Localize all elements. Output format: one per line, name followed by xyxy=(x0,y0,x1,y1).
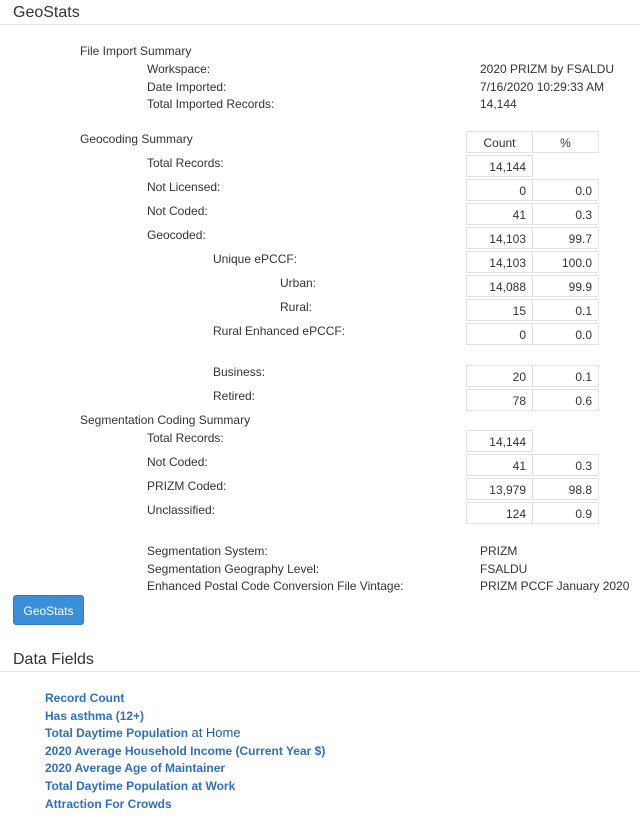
geocoding-heading: Geocoding Summary xyxy=(80,132,193,146)
segmentation-heading: Segmentation Coding Summary xyxy=(80,413,251,427)
prizm-coded-label: PRIZM Coded: xyxy=(147,479,227,493)
geostats-button[interactable]: GeoStats xyxy=(13,595,84,625)
segmentation-geography-value: FSALDU xyxy=(480,562,528,576)
date-imported-value: 7/16/2020 10:29:33 AM xyxy=(480,80,605,94)
business-count: 20 xyxy=(466,365,533,387)
prizm-coded-pct: 98.8 xyxy=(532,478,599,500)
page-title: GeoStats xyxy=(13,4,80,21)
urban-label: Urban: xyxy=(280,276,317,290)
unique-epccf-label: Unique ePCCF: xyxy=(213,252,298,266)
seg-total-records-count: 14,144 xyxy=(466,430,533,452)
field-record-count[interactable]: Record Count xyxy=(45,691,125,705)
field-average-age-maintainer[interactable]: 2020 Average Age of Maintainer xyxy=(45,761,226,775)
field-total-daytime-population-home[interactable] xyxy=(45,725,241,741)
not-licensed-pct: 0.0 xyxy=(532,179,599,201)
unclassified-label: Unclassified: xyxy=(147,503,216,517)
field-average-household-income[interactable]: 2020 Average Household Income (Current Year $) xyxy=(45,744,326,758)
count-column-header: Count xyxy=(466,131,533,153)
header-divider xyxy=(0,24,640,25)
segmentation-system-value: PRIZM xyxy=(480,544,518,558)
retired-label: Retired: xyxy=(213,389,256,403)
seg-total-records-label: Total Records: xyxy=(147,431,224,445)
geocoded-pct: 99.7 xyxy=(532,227,599,249)
retired-pct: 0.6 xyxy=(532,389,599,411)
percent-column-header: % xyxy=(532,131,599,153)
geocoded-count: 14,103 xyxy=(466,227,533,249)
data-fields-title: Data Fields xyxy=(13,651,94,668)
geo-not-coded-count: 41 xyxy=(466,203,533,225)
geocoded-label: Geocoded: xyxy=(147,228,206,242)
prizm-coded-count: 13,979 xyxy=(466,478,533,500)
urban-pct: 99.9 xyxy=(532,275,599,297)
seg-not-coded-count: 41 xyxy=(466,454,533,476)
unclassified-count: 124 xyxy=(466,502,533,524)
urban-count: 14,088 xyxy=(466,275,533,297)
rural-enhanced-label: Rural Enhanced ePCCF: xyxy=(213,324,346,338)
segmentation-system-label: Segmentation System: xyxy=(147,544,268,558)
geo-not-coded-pct: 0.3 xyxy=(532,203,599,225)
seg-not-coded-pct: 0.3 xyxy=(532,454,599,476)
field-attraction-for-crowds[interactable]: Attraction For Crowds xyxy=(45,797,172,811)
rural-enhanced-pct: 0.0 xyxy=(532,323,599,345)
rural-enhanced-count: 0 xyxy=(466,323,533,345)
data-fields-divider xyxy=(0,671,640,672)
workspace-value: 2020 PRIZM by FSALDU xyxy=(480,62,615,76)
field-has-asthma[interactable]: Has asthma (12+) xyxy=(45,709,145,723)
file-import-heading: File Import Summary xyxy=(80,44,192,58)
seg-not-coded-label: Not Coded: xyxy=(147,455,208,469)
total-imported-label: Total Imported Records: xyxy=(147,97,275,111)
rural-label: Rural: xyxy=(280,300,313,314)
unclassified-pct: 0.9 xyxy=(532,502,599,524)
unique-epccf-count: 14,103 xyxy=(466,251,533,273)
date-imported-label: Date Imported: xyxy=(147,80,227,94)
pccf-vintage-value: PRIZM PCCF January 2020 xyxy=(480,579,630,593)
geo-total-records-label: Total Records: xyxy=(147,156,224,170)
not-licensed-count: 0 xyxy=(466,179,533,201)
geo-not-coded-label: Not Coded: xyxy=(147,204,208,218)
geo-total-records-count: 14,144 xyxy=(466,155,533,177)
business-label: Business: xyxy=(213,365,266,379)
field-total-daytime-population-text: Total Daytime Population xyxy=(45,726,189,740)
field-total-daytime-population-work[interactable]: Total Daytime Population at Work xyxy=(45,779,236,793)
not-licensed-label: Not Licensed: xyxy=(147,180,221,194)
rural-pct: 0.1 xyxy=(532,299,599,321)
segmentation-geography-label: Segmentation Geography Level: xyxy=(147,562,320,576)
business-pct: 0.1 xyxy=(532,365,599,387)
workspace-label: Workspace: xyxy=(147,62,211,76)
rural-count: 15 xyxy=(466,299,533,321)
field-at-home-text: at Home xyxy=(191,725,241,740)
retired-count: 78 xyxy=(466,389,533,411)
pccf-vintage-label: Enhanced Postal Code Conversion File Vintage: xyxy=(147,579,404,593)
total-imported-value: 14,144 xyxy=(480,97,517,111)
unique-epccf-pct: 100.0 xyxy=(532,251,599,273)
